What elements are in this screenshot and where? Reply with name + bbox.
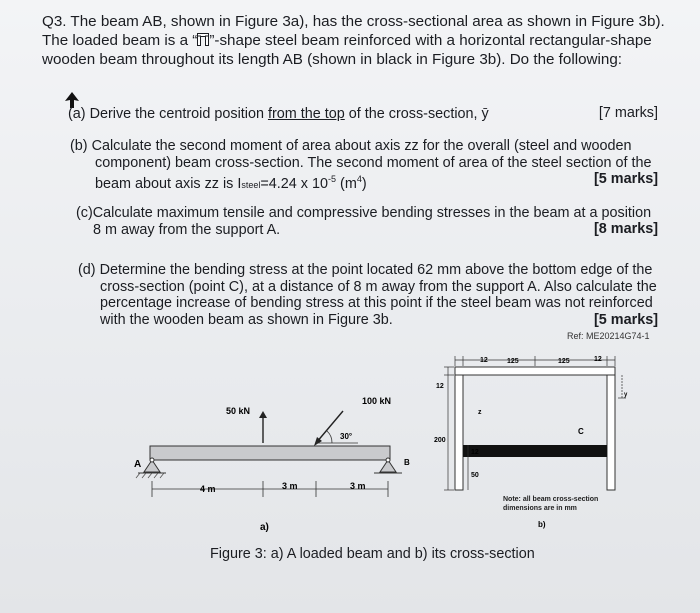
- part-d-line-1: (d) Determine the bending stress at the point located 62 mm above the bottom edge of the: [78, 262, 653, 278]
- point-c-label: C: [578, 427, 584, 436]
- ybar-label: y: [624, 392, 628, 398]
- left-web: [455, 375, 463, 490]
- load-50kn-arrow: [259, 411, 267, 443]
- axis-z-label: z: [478, 409, 482, 416]
- load-100kn-label: 100 kN: [362, 396, 392, 406]
- dimension-3m-first: 3 m: [282, 481, 298, 491]
- part-d: [78, 262, 657, 328]
- part-b-line-1: (b) Calculate the second moment of area about axis zz for the overall (steel and wooden: [70, 138, 632, 154]
- part-d-marks: [5 marks]: [594, 312, 658, 328]
- part-c-marks: [8 marks]: [594, 221, 658, 237]
- pi-shape-icon: [197, 33, 209, 46]
- part-b-line-3-post: (m: [336, 175, 357, 192]
- dim-200: 200: [434, 437, 446, 444]
- dim-12-mid: 12: [471, 449, 479, 456]
- reference-code: Ref: ME20214G74-1: [567, 331, 650, 341]
- figure-a-label: a): [260, 522, 269, 533]
- part-c: [76, 205, 651, 238]
- cross-section-note: [503, 495, 598, 513]
- part-a-text: (a) Derive the centroid position: [68, 106, 268, 122]
- part-a: [68, 106, 489, 123]
- intro-line-2-post: ”-shape steel beam reinforced with a horizontal rectangular-shape: [209, 32, 652, 49]
- part-b-unit-exponent: 4: [356, 174, 362, 184]
- note-line-1: Note: all beam cross-section: [503, 496, 599, 503]
- part-a-marks: [7 marks]: [598, 105, 658, 121]
- support-b-label: B: [404, 458, 410, 467]
- dim-125-left: 125: [507, 358, 519, 365]
- wooden-beam: [463, 445, 607, 457]
- figure-caption: Figure 3: a) A loaded beam and b) its cross-section: [210, 546, 535, 562]
- part-b-line-3-end: ): [361, 175, 367, 192]
- question-intro: [42, 12, 682, 69]
- part-b-line-2: component) beam cross-section. The second moment of area of the steel section of the: [95, 154, 652, 171]
- part-a-post: of the cross-section, ȳ: [344, 106, 489, 122]
- dim-12-top-right: 12: [594, 356, 602, 363]
- top-flange: [455, 367, 615, 375]
- intro-line-2-pre: The loaded beam is a “: [42, 32, 198, 49]
- top-dimensions: [455, 356, 615, 366]
- part-b-subscript: steel: [241, 179, 261, 190]
- angle-label: 30°: [340, 432, 353, 441]
- intro-line-3: wooden beam throughout its length AB (shown in black in Figure 3b). Do the following:: [42, 51, 622, 68]
- right-web: [607, 375, 615, 490]
- part-c-line-1: (c)Calculate maximum tensile and compressive bending stresses in the beam at a position: [76, 205, 652, 221]
- dim-12-left: 12: [436, 383, 444, 390]
- part-b: [70, 138, 651, 193]
- part-d-line-2: cross-section (point C), at a distance of 8 m away from the support A. Also calculate the: [100, 278, 657, 295]
- load-50kn-label: 50 kN: [226, 406, 251, 416]
- part-b-exponent: -5: [328, 174, 337, 184]
- figure-a-beam: [130, 385, 420, 540]
- part-a-underlined: from the top: [267, 106, 345, 122]
- dimension-3m-second: 3 m: [350, 481, 366, 491]
- intro-line-1: Q3. The beam AB, shown in Figure 3a), has the cross-sectional area as shown in Figure 3b).: [42, 13, 665, 30]
- part-c-line-2: 8 m away from the support A.: [93, 221, 281, 238]
- part-b-marks: [5 marks]: [594, 171, 658, 187]
- part-b-line-3: [70, 171, 651, 193]
- part-d-line-3: percentage increase of bending stress at this point if the steel beam was not reinforced: [100, 295, 653, 311]
- intro-line-2: [42, 31, 682, 50]
- note-line-2: dimensions are in mm: [503, 505, 577, 512]
- support-a-label: A: [134, 459, 142, 470]
- dimension-4m: 4 m: [200, 484, 216, 494]
- part-b-line-3-mid: =4.24 x 10: [260, 175, 329, 192]
- beam-body: [150, 446, 390, 460]
- part-b-line-3-pre: beam about axis zz is I: [95, 175, 242, 192]
- dim-12-top-left: 12: [480, 357, 488, 364]
- dim-50: 50: [471, 472, 479, 479]
- dim-125-right: 125: [558, 358, 570, 365]
- part-d-line-4: with the wooden beam as shown in Figure 3b.: [100, 311, 393, 328]
- figure-b-label: b): [538, 520, 546, 529]
